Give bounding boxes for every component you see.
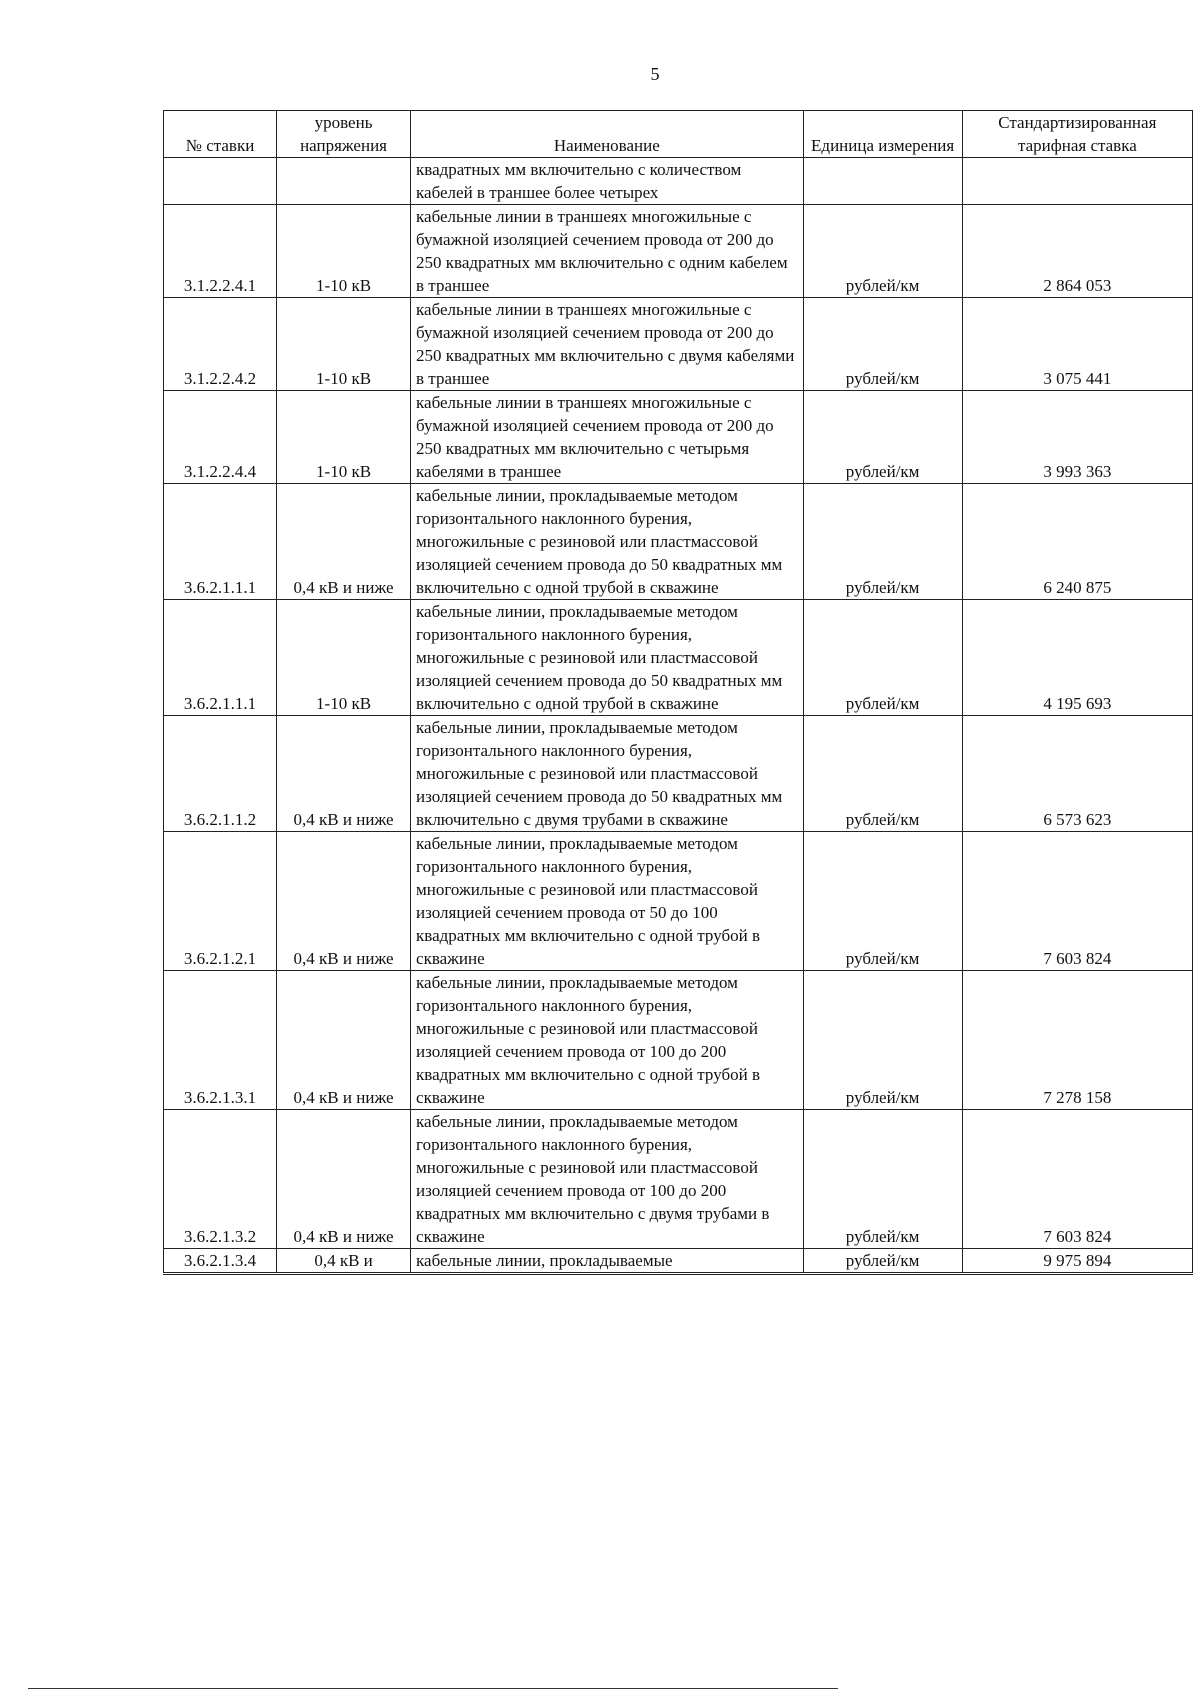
header-name: Наименование xyxy=(411,111,804,158)
voltage-level: 0,4 кВ и ниже xyxy=(277,484,411,600)
unit: рублей/км xyxy=(803,484,962,600)
voltage-level: 1-10 кВ xyxy=(277,391,411,484)
unit: рублей/км xyxy=(803,391,962,484)
item-name: кабельные линии, прокладываемые методом горизонтального наклонного бурения, многожильные с резиновой или пластмассовой изоляцией сечением провода до 50 квадратных мм включительно с одной трубой в скважине xyxy=(411,484,804,600)
header-voltage-level: уровень напряжения xyxy=(277,111,411,158)
unit: рублей/км xyxy=(803,1249,962,1274)
standard-rate: 7 603 824 xyxy=(962,1110,1192,1249)
standard-rate: 6 573 623 xyxy=(962,716,1192,832)
rate-number: 3.6.2.1.1.1 xyxy=(164,600,277,716)
standard-rate: 9 975 894 xyxy=(962,1249,1192,1274)
table-row xyxy=(164,600,1193,716)
item-name: кабельные линии, прокладываемые методом горизонтального наклонного бурения, многожильные с резиновой или пластмассовой изоляцией сечением провода до 50 квадратных мм включительно с одной трубой в скважине xyxy=(411,600,804,716)
standard-rate: 3 993 363 xyxy=(962,391,1192,484)
rate-number: 3.1.2.2.4.1 xyxy=(164,205,277,298)
item-name: кабельные линии в траншеях многожильные с бумажной изоляцией сечением провода от 200 до 250 квадратных мм включительно с двумя кабелями в траншее xyxy=(411,298,804,391)
rate-number: 3.6.2.1.2.1 xyxy=(164,832,277,971)
unit: рублей/км xyxy=(803,832,962,971)
table-row xyxy=(164,1249,1193,1274)
rate-number: 3.6.2.1.1.1 xyxy=(164,484,277,600)
standard-rate xyxy=(962,158,1192,205)
table-row xyxy=(164,205,1193,298)
standard-rate: 2 864 053 xyxy=(962,205,1192,298)
standard-rate: 6 240 875 xyxy=(962,484,1192,600)
tariff-table xyxy=(163,110,1193,1275)
voltage-level: 1-10 кВ xyxy=(277,600,411,716)
voltage-level: 0,4 кВ и ниже xyxy=(277,832,411,971)
table-row xyxy=(164,158,1193,205)
standard-rate: 3 075 441 xyxy=(962,298,1192,391)
table-row xyxy=(164,971,1193,1110)
unit: рублей/км xyxy=(803,298,962,391)
table-row xyxy=(164,484,1193,600)
item-name: кабельные линии, прокладываемые xyxy=(411,1249,804,1274)
unit: рублей/км xyxy=(803,716,962,832)
voltage-level xyxy=(277,158,411,205)
voltage-level: 0,4 кВ и ниже xyxy=(277,971,411,1110)
header-rate-number: № ставки xyxy=(164,111,277,158)
unit: рублей/км xyxy=(803,600,962,716)
header-unit: Единица измерения xyxy=(803,111,962,158)
rate-number xyxy=(164,158,277,205)
standard-rate: 4 195 693 xyxy=(962,600,1192,716)
unit: рублей/км xyxy=(803,205,962,298)
item-name: кабельные линии, прокладываемые методом горизонтального наклонного бурения, многожильные с резиновой или пластмассовой изоляцией сечением провода от 50 до 100 квадратных мм включительно с одной трубой в скважине xyxy=(411,832,804,971)
header-standard-rate: Стандартизированная тарифная ставка xyxy=(962,111,1192,158)
rate-number: 3.1.2.2.4.4 xyxy=(164,391,277,484)
table-row xyxy=(164,298,1193,391)
table-row xyxy=(164,1110,1193,1249)
voltage-level: 1-10 кВ xyxy=(277,298,411,391)
page-number: 5 xyxy=(650,64,660,84)
voltage-level: 0,4 кВ и xyxy=(277,1249,411,1274)
rate-number: 3.6.2.1.1.2 xyxy=(164,716,277,832)
footer-rule xyxy=(28,1688,838,1689)
voltage-level: 0,4 кВ и ниже xyxy=(277,1110,411,1249)
item-name: кабельные линии в траншеях многожильные с бумажной изоляцией сечением провода от 200 до 250 квадратных мм включительно с одним кабелем в траншее xyxy=(411,205,804,298)
table-row xyxy=(164,716,1193,832)
unit xyxy=(803,158,962,205)
unit: рублей/км xyxy=(803,971,962,1110)
rate-number: 3.6.2.1.3.4 xyxy=(164,1249,277,1274)
item-name: кабельные линии в траншеях многожильные с бумажной изоляцией сечением провода от 200 до 250 квадратных мм включительно с четырьмя кабелями в траншее xyxy=(411,391,804,484)
table-row xyxy=(164,832,1193,971)
unit: рублей/км xyxy=(803,1110,962,1249)
rate-number: 3.6.2.1.3.2 xyxy=(164,1110,277,1249)
rate-number: 3.6.2.1.3.1 xyxy=(164,971,277,1110)
voltage-level: 1-10 кВ xyxy=(277,205,411,298)
standard-rate: 7 603 824 xyxy=(962,832,1192,971)
item-name: кабельные линии, прокладываемые методом горизонтального наклонного бурения, многожильные с резиновой или пластмассовой изоляцией сечением провода от 100 до 200 квадратных мм включительно с двумя трубами в скважине xyxy=(411,1110,804,1249)
item-name: квадратных мм включительно с количеством кабелей в траншее более четырех xyxy=(411,158,804,205)
table-header-row xyxy=(164,111,1193,158)
item-name: кабельные линии, прокладываемые методом горизонтального наклонного бурения, многожильные с резиновой или пластмассовой изоляцией сечением провода до 50 квадратных мм включительно с двумя трубами в скважине xyxy=(411,716,804,832)
voltage-level: 0,4 кВ и ниже xyxy=(277,716,411,832)
item-name: кабельные линии, прокладываемые методом горизонтального наклонного бурения, многожильные с резиновой или пластмассовой изоляцией сечением провода от 100 до 200 квадратных мм включительно с одной трубой в скважине xyxy=(411,971,804,1110)
table-row xyxy=(164,391,1193,484)
standard-rate: 7 278 158 xyxy=(962,971,1192,1110)
rate-number: 3.1.2.2.4.2 xyxy=(164,298,277,391)
